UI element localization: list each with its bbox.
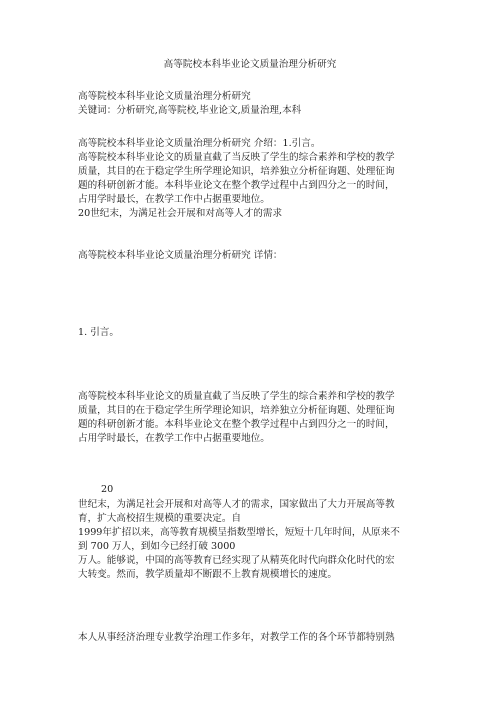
summary-line: 20世纪末，为满足社会开展和对高等人才的需求 [78,208,283,219]
paragraph-line: 大转变。然而，教学质量却不断跟不上教育规模增长的速度。 [78,569,338,580]
paragraph-line: 育，扩大高校招生规模的重要决定。自 [78,513,242,524]
summary-line: 高等院校本科毕业论文的质量直截了当反映了学生的综合素养和学校的教学 [78,152,395,163]
keywords-line: 关键词：分析研究,高等院校,毕业论文,质量治理,本科 [78,105,302,116]
paragraph-line: 世纪末，为满足社会开展和对高等人才的需求，国家做出了大力开展高等教 [78,499,395,510]
summary-line: 占用学时最长，在教学工作中占据重要地位。 [78,194,270,205]
paragraph-1 [78,390,424,446]
summary-line: 题的科研创新才能。本科毕业论文在整个教学过程中占到四分之一的时间， [78,180,395,191]
paragraph-3: 本人从事经济治理专业教学治理工作多年，对教学工作的各个环节都特别熟 [78,632,395,643]
paragraph-line: 万人。能够说，中国的高等教育已经实现了从精英化时代向群众化时代的宏 [78,555,395,566]
document-title: 高等院校本科毕业论文质量治理分析研究 [163,59,337,70]
paragraph-line: 高等院校本科毕业论文的质量直截了当反映了学生的综合素养和学校的教学 [78,391,395,402]
paragraph-2-number: 20 [101,484,114,495]
summary-line: 高等院校本科毕业论文质量治理分析研究 介绍：1.引言。 [78,138,321,149]
paragraph-line: 到 700 万人，到如今已经打破 3000 [78,541,236,552]
paragraph-line: 占用学时最长，在教学工作中占据重要地位。 [78,433,270,444]
abstract-block [78,90,424,118]
paragraph-line: 题的科研创新才能。本科毕业论文在整个教学过程中占到四分之一的时间， [78,419,395,430]
paragraph-line: 质量，其目的在于稳定学生所学理论知识，培养独立分析征询题、处理征询 [78,405,395,416]
summary-line: 质量，其目的在于稳定学生所学理论知识，培养独立分析征询题、处理征询 [78,166,395,177]
summary-block [78,137,424,221]
detail-heading: 高等院校本科毕业论文质量治理分析研究 详情： [78,250,283,261]
heading-repeat: 高等院校本科毕业论文质量治理分析研究 [78,91,251,102]
paragraph-line: 1999年扩招以来，高等教育规模呈指数型增长，短短十几年时间，从原来不 [78,527,400,538]
section-1-heading: 1. 引言。 [78,327,119,338]
paragraph-2 [78,498,424,582]
